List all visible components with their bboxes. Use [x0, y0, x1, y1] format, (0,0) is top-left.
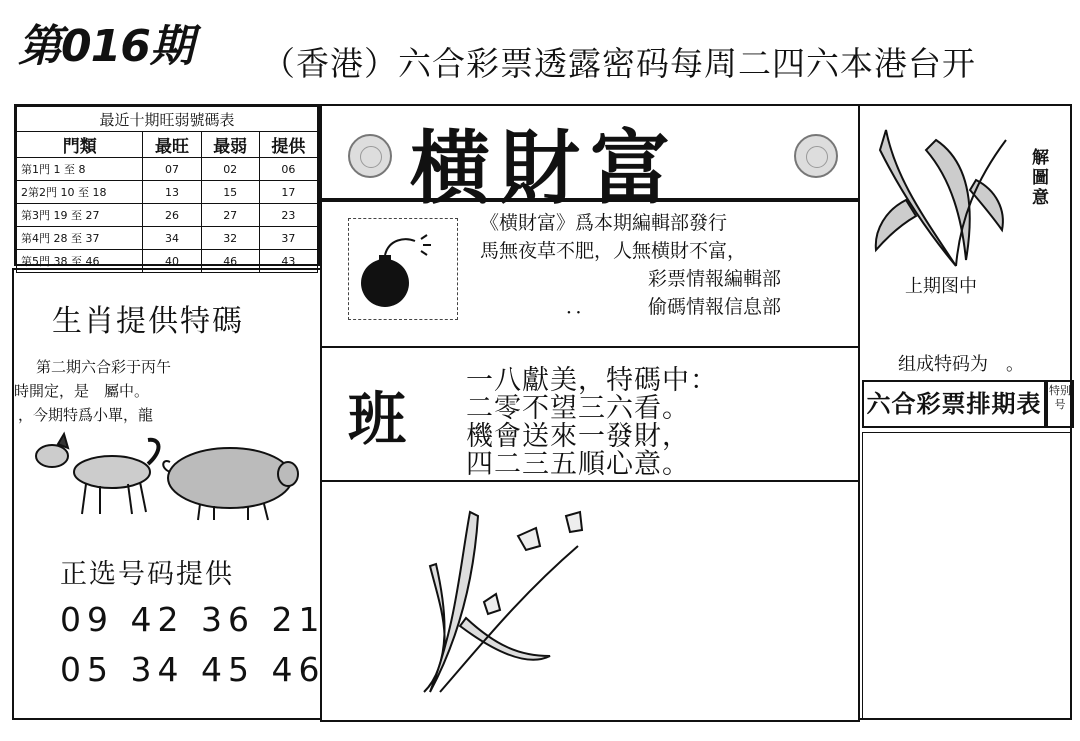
table-caption: 最近十期旺弱號碼表 [17, 107, 318, 132]
row-label: 第3門 19 至 27 [17, 204, 143, 227]
row-label: 2第2門 10 至 18 [17, 181, 143, 204]
max-value: 13 [143, 181, 201, 204]
min-value: 27 [201, 204, 259, 227]
poem-line: 四二三五順心意。 [466, 449, 690, 480]
bomb-icon [349, 219, 453, 315]
give-value: 06 [259, 158, 317, 181]
pick-numbers-row: 05 34 45 46 [60, 650, 326, 689]
description-line: 《横財富》爲本期編輯部發行 [480, 212, 728, 234]
schedule-title: 六合彩票排期表 [862, 380, 1046, 428]
bomb-frame [348, 218, 458, 320]
pig-icon [163, 448, 298, 520]
give-value: 37 [259, 227, 317, 250]
min-value: 02 [201, 158, 259, 181]
rebus-label: 解圖意 [1032, 148, 1049, 208]
poem-line: 機會送來一發財， [466, 421, 690, 452]
give-value: 23 [259, 204, 317, 227]
description-line: 馬無夜草不肥，人無横財不富， [480, 240, 747, 262]
poem-line: 二零不望三六看。 [466, 393, 690, 424]
give-value: 43 [259, 250, 317, 273]
ban-character: 班 [348, 385, 407, 453]
special-number-label: 特别号 [1046, 380, 1074, 428]
last-issue-label: 上期图中 [905, 276, 977, 297]
plant-illustration [866, 120, 1016, 270]
column-header: 最旺 [143, 132, 201, 158]
zodiac-line: 時開定，是 屬中。 [14, 382, 150, 400]
coin-icon [348, 134, 392, 178]
table-row [17, 204, 318, 227]
give-value: 17 [259, 181, 317, 204]
description-line: 彩票情報編輯部 [648, 268, 782, 290]
row-label: 第5門 38 至 46 [17, 250, 143, 273]
column-header: 提供 [259, 132, 317, 158]
table-row [17, 181, 318, 204]
min-value: 32 [201, 227, 259, 250]
orchid-illustration [400, 506, 600, 696]
coin-icon [794, 134, 838, 178]
table-row [17, 227, 318, 250]
dog-pig-illustration [30, 428, 310, 524]
description-line: 偷碼情報信息部 [648, 296, 782, 318]
hot-cold-table [14, 104, 320, 266]
zodiac-line: ，今期特爲小單，龍 [18, 406, 154, 424]
description-dots: ．． [566, 296, 595, 318]
min-value: 15 [201, 181, 259, 204]
poem-line: 一八獻美，特碼中： [466, 365, 718, 396]
main-title: 横財富 [410, 121, 680, 215]
page-title: （香港）六合彩票透露密码每周二四六本港台开 [262, 44, 976, 83]
pick-title: 正选号码提供 [60, 559, 234, 590]
issue-number: 第016期 [18, 21, 193, 72]
max-value: 40 [143, 250, 201, 273]
compose-label: 组成特码为 。 [898, 354, 1024, 375]
max-value: 07 [143, 158, 201, 181]
dog-icon [36, 434, 159, 514]
schedule-area [862, 432, 1072, 720]
table-row [17, 158, 318, 181]
column-header: 門類 [17, 132, 143, 158]
max-value: 34 [143, 227, 201, 250]
min-value: 46 [201, 250, 259, 273]
row-label: 第4門 28 至 37 [17, 227, 143, 250]
zodiac-line: 第二期六合彩于丙午 [36, 358, 172, 376]
max-value: 26 [143, 204, 201, 227]
zodiac-title: 生肖提供特碼 [52, 304, 244, 339]
row-label: 第1門 1 至 8 [17, 158, 143, 181]
column-header: 最弱 [201, 132, 259, 158]
pick-numbers-row: 09 42 36 21 [60, 600, 326, 639]
